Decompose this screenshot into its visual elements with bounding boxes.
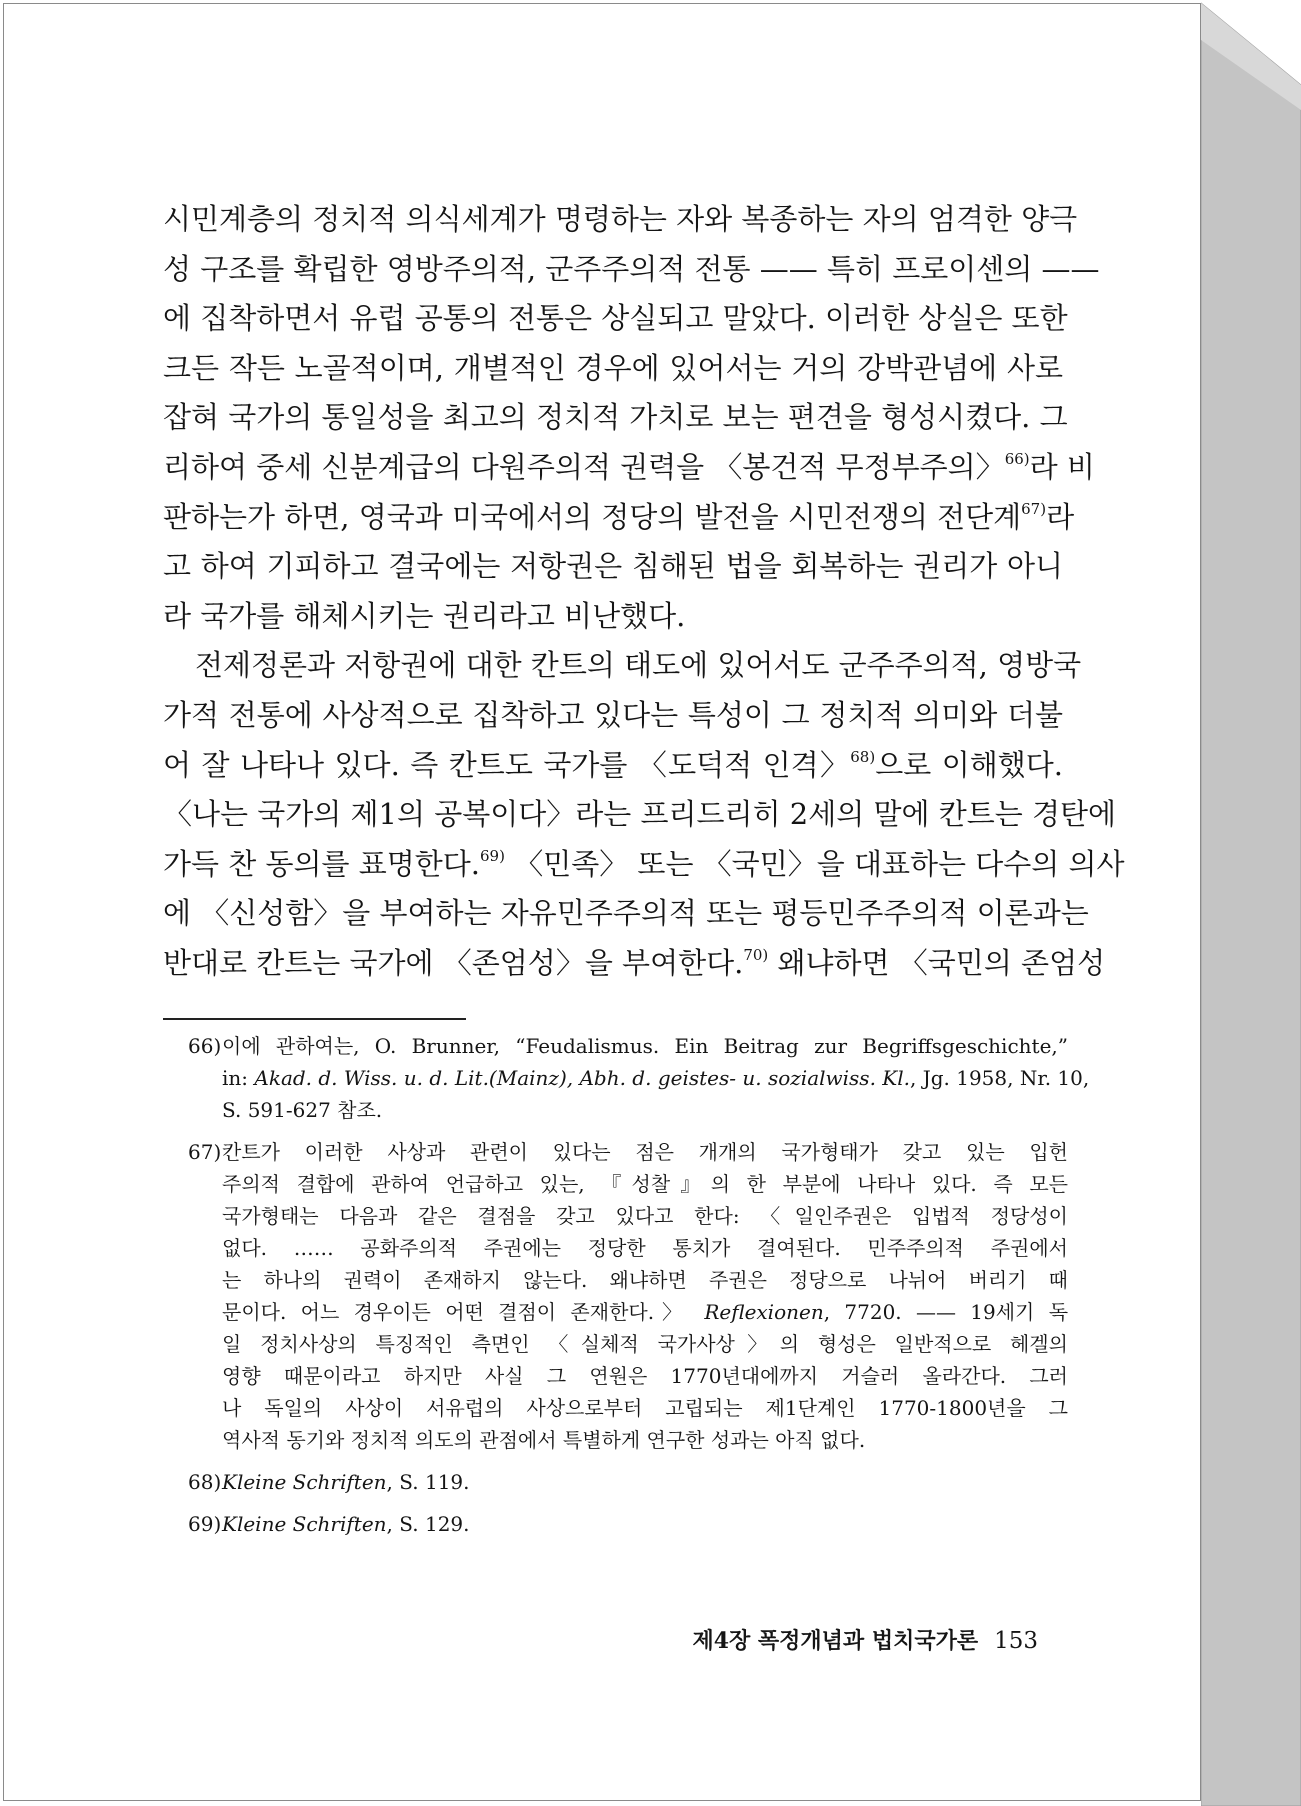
footnote-line: 없다. …… 공화주의적 주권에는 정당한 통치가 결여된다. 민주주의적 주권에서 (222, 1236, 1068, 1260)
footnote-ref-68: 68) (850, 747, 876, 766)
footnote-ref-69: 69) (480, 847, 505, 866)
text-line: 가적 전통에 사상적으로 집착하고 있다는 특성이 그 정치적 의미와 더불 (163, 697, 1063, 732)
footnote-number: 68) (188, 1470, 222, 1494)
footnote-number: 67) (188, 1140, 222, 1164)
footnote-66 (188, 1030, 1090, 1126)
footnote-line: 영향 때문이라고 하지만 사실 그 연원은 1770년대에까지 거슬러 올라간다. 그러 (222, 1364, 1068, 1388)
footnotes (188, 1030, 1090, 1550)
chapter-title: 제4장 폭정개념과 법치국가론 (692, 1628, 979, 1654)
footnote-ref-66: 66) (1004, 450, 1030, 469)
footnote-line: in: Akad. d. Wiss. u. d. Lit.(Mainz), Abh. d. geistes- u. sozialwiss. Kl., Jg. 1958, Nr. 10, (222, 1066, 1090, 1090)
page-edge-shadow (1201, 0, 1301, 1806)
footnote-69 (188, 1508, 1068, 1540)
footnote-ref-67: 67) (1021, 499, 1047, 518)
running-footer (628, 1624, 1038, 1655)
text-line: 리하여 중세 신분계급의 다원주의적 권력을 〈봉건적 무정부주의〉$^{66)}$라 비 (163, 449, 1095, 484)
text-line: 〈나는 국가의 제1의 공복이다〉라는 프리드리히 2세의 말에 칸트는 경탄에 (163, 797, 1117, 832)
publication-title: Kleine Schriften (222, 1470, 387, 1494)
footnote-number: 66) (188, 1034, 222, 1058)
footnote-67 (188, 1136, 1068, 1456)
text-line: 반대로 칸트는 국가에 〈존엄성〉을 부여한다.$^{70)}$ 왜냐하면 〈국민의 존엄성 (163, 945, 1106, 980)
text-line: 라 국가를 해체시키는 권리라고 비난했다. (163, 598, 686, 633)
text-line: 크든 작든 노골적이며, 개별적인 경우에 있어서는 거의 강박관념에 사로 (163, 350, 1063, 385)
body-text (163, 195, 1125, 989)
footnote-line: S. 591-627 참조. (222, 1098, 383, 1122)
text-line: 성 구조를 확립한 영방주의적, 군주주의적 전통 —— 특히 프로이센의 —— (163, 251, 1100, 286)
publication-title: Akad. d. Wiss. u. d. Lit.(Mainz), Abh. d. geistes- u. sozialwiss. Kl. (254, 1066, 910, 1090)
text-line: 가득 찬 동의를 표명한다.$^{69)}$ 〈민족〉 또는 〈국민〉을 대표하는 다수의 의사 (163, 846, 1125, 881)
footnote-line: 국가형태는 다음과 같은 결점을 갖고 있다고 한다: 〈일인주권은 입법적 정당성이 (222, 1204, 1068, 1228)
footnote-line: Kleine Schriften, S. 129. (222, 1512, 470, 1536)
footnote-line: 문이다. 어느 경우이든 어떤 결점이 존재한다.〉 Reflexionen, 7720. —— 19세기 독 (222, 1300, 1069, 1324)
footnote-line: 칸트가 이러한 사상과 관련이 있다는 점은 개개의 국가형태가 갖고 있는 입헌 (222, 1140, 1068, 1164)
publication-title: Reflexionen (704, 1300, 824, 1324)
text-line: 판하는가 하면, 영국과 미국에서의 정당의 발전을 시민전쟁의 전단계$^{67)}$라 (163, 499, 1075, 534)
text-line: 잡혀 국가의 통일성을 최고의 정치적 가치로 보는 편견을 형성시켰다. 그 (163, 400, 1068, 435)
footnote-ref-70: 70) (743, 946, 769, 965)
text-line: 시민계층의 정치적 의식세계가 명령하는 자와 복종하는 자의 엄격한 양극 (163, 202, 1078, 236)
footnote-line: 나 독일의 사상이 서유럽의 사상으로부터 고립되는 제1단계인 1770-1800년을 그 (222, 1396, 1068, 1420)
footnote-line: 주의적 결합에 관하여 언급하고 있는, 『성찰』의 한 부분에 나타나 있다. 즉 모든 (222, 1172, 1068, 1196)
footnote-number: 69) (188, 1512, 222, 1536)
publication-title: Kleine Schriften (222, 1512, 387, 1536)
text-line: 고 하여 기피하고 결국에는 저항권은 침해된 법을 회복하는 권리가 아니 (163, 549, 1063, 584)
footnote-line: Kleine Schriften, S. 119. (222, 1470, 470, 1494)
text-line: 에 집착하면서 유럽 공통의 전통은 상실되고 말았다. 이러한 상실은 또한 (163, 301, 1068, 336)
page-number: 153 (994, 1628, 1038, 1654)
footnote-line: 는 하나의 권력이 존재하지 않는다. 왜냐하면 주권은 정당으로 나뉘어 버리기 때 (222, 1268, 1068, 1292)
footnote-line: 역사적 동기와 정치적 의도의 관점에서 특별하게 연구한 성과는 아직 없다. (222, 1428, 866, 1452)
footnote-line: 일 정치사상의 특징적인 측면인 〈실체적 국가사상〉의 형성은 일반적으로 헤겔의 (222, 1332, 1068, 1356)
text-line: 어 잘 나타나 있다. 즉 칸트도 국가를 〈도덕적 인격〉$^{68)}$으로 이해했다. (163, 747, 1063, 782)
text-line: 전제정론과 저항권에 대한 칸트의 태도에 있어서도 군주주의적, 영방국 (195, 648, 1082, 683)
footnote-divider (163, 1018, 466, 1020)
text-line: 에 〈신성함〉을 부여하는 자유민주주의적 또는 평등민주주의적 이론과는 (163, 896, 1089, 931)
footnote-68 (188, 1466, 1068, 1498)
footnote-line: 이에 관하여는, O. Brunner, “Feudalismus. Ein Beitrag zur Begriffsgeschichte,” (222, 1034, 1068, 1058)
